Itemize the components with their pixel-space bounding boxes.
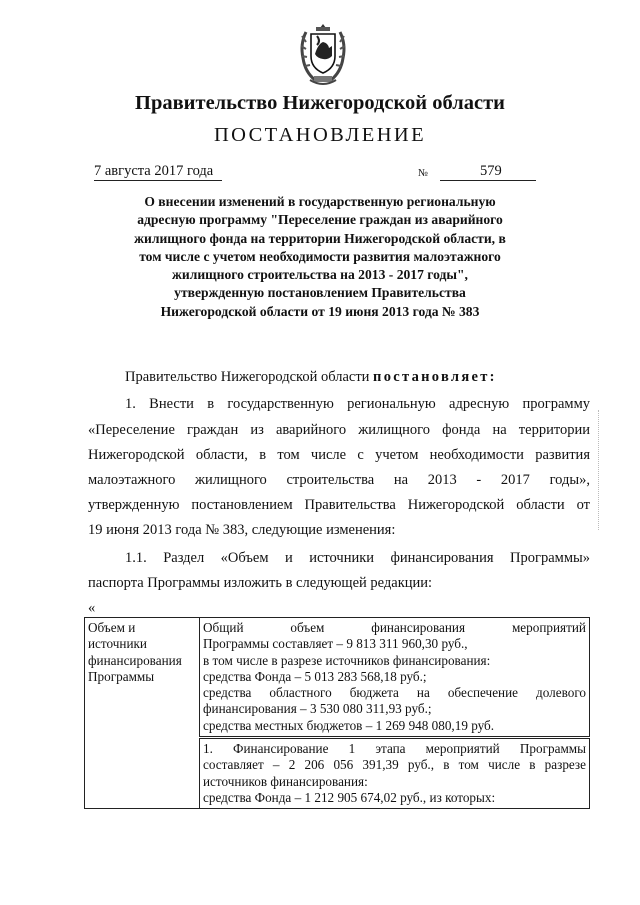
number-sign: № — [418, 168, 429, 179]
scan-margin-dots — [598, 410, 601, 530]
body-line: малоэтажного жилищного строительства на 2013 - 2017 годы», — [88, 472, 590, 488]
title-line: О внесении изменений в государственную региональную — [144, 194, 496, 209]
table-cell-label: Объем и источники финансирования Программы — [85, 618, 200, 809]
table-cell-stage1 — [200, 738, 590, 809]
resolves-paragraph — [125, 369, 627, 386]
body-line: 1. Внести в государственную региональную адресную программу — [125, 396, 590, 412]
table-cell-total — [200, 618, 590, 738]
table-row — [85, 618, 590, 738]
opening-quote: « — [88, 600, 96, 616]
title-line: жилищного строительства на 2013 - 2017 годы", — [172, 267, 468, 283]
title-line: жилищного фонда на территории Нижегородской области, в — [134, 230, 506, 246]
cell-line: финансирования – 3 530 080 311,93 руб.; — [203, 701, 432, 717]
government-name: Правительство Нижегородской области — [135, 92, 505, 114]
cell-line: Общий объем финансирования мероприятий — [203, 620, 586, 635]
cell-line: 1. Финансирование 1 этапа мероприятий Программы — [203, 741, 586, 757]
cell-line: средства Фонда – 5 013 283 568,18 руб.; — [203, 668, 427, 684]
date-underline — [94, 180, 222, 181]
cell-line: средства местных бюджетов – 1 269 948 080,19 руб. — [203, 717, 495, 733]
body-line: Нижегородской области, в том числе с учетом необходимости развития — [88, 447, 590, 463]
number-underline — [440, 180, 536, 181]
resolves-prefix: Правительство Нижегородской области — [125, 369, 374, 385]
document-type: ПОСТАНОВЛЕНИЕ — [213, 124, 427, 146]
document-date: 7 августа 2017 года — [94, 163, 214, 179]
body-line: 1.1. Раздел «Объем и источники финансирования Программы» — [125, 550, 590, 566]
financing-table — [84, 617, 590, 809]
body-line: паспорта Программы изложить в следующей редакции: — [88, 575, 433, 591]
body-line: «Переселение граждан из аварийного жилищного фонда на территории — [88, 422, 590, 438]
cell-line: составляет – 2 206 056 391,39 руб., в том числе в разрезе — [203, 757, 586, 773]
title-line: Нижегородской области от 19 июня 2013 года № 383 — [160, 303, 480, 319]
cell-line: Программы составляет – 9 813 311 960,30 руб., — [203, 636, 468, 652]
cell-line: в том числе в разрезе источников финансирования: — [203, 652, 491, 668]
document-title — [118, 193, 522, 321]
cell-line: средства Фонда – 1 212 905 674,02 руб., из которых: — [203, 789, 496, 805]
cell-line: источников финансирования: — [203, 773, 368, 789]
body-line: 19 июня 2013 года № 383, следующие изменения: — [88, 522, 396, 538]
coat-of-arms-emblem — [298, 22, 348, 86]
title-line: утвержденную постановлением Правительства — [174, 285, 466, 301]
resolves-word: постановляет: — [373, 369, 497, 385]
body-line: утвержденную постановлением Правительства Нижегородской области от — [88, 497, 590, 513]
cell-line: средства областного бюджета на обеспечение долевого — [203, 685, 586, 701]
title-line: том числе с учетом необходимости развития малоэтажного — [139, 248, 501, 264]
title-line: адресную программу "Переселение граждан из аварийного — [137, 212, 503, 228]
document-number: 579 — [480, 163, 502, 179]
